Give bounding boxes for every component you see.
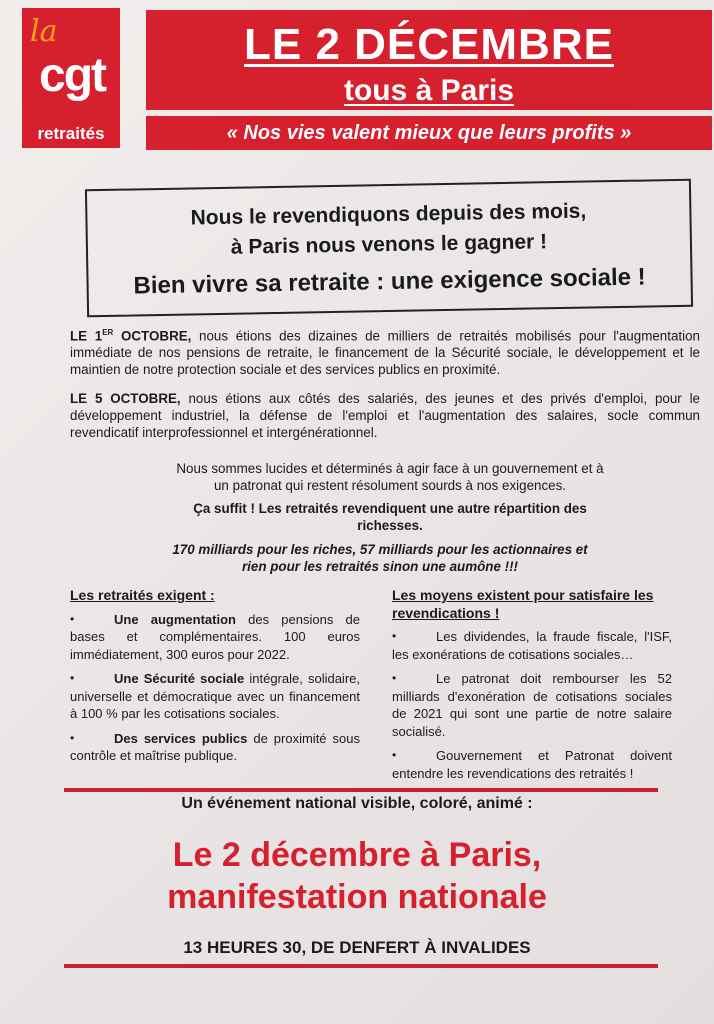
item-text: Les dividendes, la fraude fiscale, l'ISF, les exonérations de cotisations sociales… <box>392 629 672 662</box>
center-text-2: Ça suffit ! Les retraités revendiquent une autre répartition des richesses. <box>193 501 587 533</box>
para2-lead: LE 5 OCTOBRE, <box>70 391 181 406</box>
list-item <box>392 628 672 663</box>
list-item <box>70 730 360 765</box>
headline-box <box>85 179 693 318</box>
center-text-1: Nous sommes lucides et déterminés à agir face à un gouvernement et à un patronat qui restent résolument sourds à nos exigences. <box>176 461 604 493</box>
left-column-heading: Les retraités exigent : <box>70 587 215 603</box>
logo-retraites: retraités <box>37 124 105 143</box>
bullet-icon: • <box>70 611 75 626</box>
bullet-icon: • <box>70 730 75 745</box>
item-text: des pensions de bases et complémentaires. 100 euros immédiatement, 300 euros pour 2022. <box>70 611 360 662</box>
list-item <box>392 747 672 782</box>
item-text: Le patronat doit rembourser les 52 milliards d'exonération de cotisations sociales de 2021 qui sont une partie de notre salaire socialisé. <box>392 671 672 739</box>
event-line-1: Le 2 décembre à Paris, <box>172 836 542 874</box>
list-item <box>392 670 672 740</box>
item-text: de proximité sous contrôle et maîtrise publique. <box>70 730 360 763</box>
right-column-heading: Les moyens existent pour satisfaire les revendications ! <box>392 587 654 621</box>
bullet-icon: • <box>392 629 397 643</box>
right-column <box>392 587 672 789</box>
para1-lead-end: OCTOBRE, <box>113 328 192 344</box>
item-text: Gouvernement et Patronat doivent entendre les revendications des retraités ! <box>392 748 672 781</box>
item-bold: Une augmentation <box>114 611 236 627</box>
logo-cgt: cgt <box>39 49 105 102</box>
logo-la: la <box>30 14 58 49</box>
left-column <box>70 587 360 772</box>
para1-text: nous étions des dizaines de milliers de retraités mobilisés pour l'augmentation immédiate de nos pensions de retraite, le financement de la Sécurité sociale, le développement et le maintien de notre protection sociale et des services publics en proximité. <box>70 328 701 378</box>
event-intro: Un événement national visible, coloré, animé : <box>181 795 533 812</box>
header-title: LE 2 DÉCEMBRE <box>244 20 614 69</box>
divider-top <box>64 788 658 792</box>
header-subtitle: tous à Paris <box>343 74 515 107</box>
para1-lead: LE 1 <box>70 328 103 344</box>
event-time: 13 HEURES 30, DE DENFERT À INVALIDES <box>183 938 531 957</box>
para2-text: nous étions aux côtés des salariés, des jeunes et des privés d'emploi, pour le développement industriel, la défense de l'emploi et l'augmentation des salaires, socle commun revendicatif interprofessionnel et intergénérationnel. <box>70 391 700 440</box>
list-item <box>70 670 360 723</box>
box-line-2: à Paris nous venons le gagner ! <box>230 230 548 259</box>
cgt-logo <box>22 8 120 148</box>
item-bold: Des services publics <box>114 730 248 746</box>
item-text: intégrale, solidaire, universelle et démocratique avec un financement à 100 % par les cotisations sociales. <box>70 671 360 721</box>
bullet-icon: • <box>70 671 75 685</box>
center-text-3: 170 milliards pour les riches, 57 milliards pour les actionnaires et rien pour les retraités sinon une aumône !!! <box>172 542 588 574</box>
slogan-banner: « Nos vies valent mieux que leurs profits » <box>146 116 712 150</box>
list-item <box>70 611 360 664</box>
event-line-2: manifestation nationale <box>167 878 547 916</box>
paragraph-1-octobre <box>70 324 700 378</box>
box-line-1: Nous le revendiquons depuis des mois, <box>190 199 587 230</box>
bullet-icon: • <box>392 748 397 762</box>
header-banner <box>146 10 712 110</box>
paragraph-5-octobre <box>70 390 700 441</box>
divider-bottom <box>64 964 658 968</box>
bullet-icon: • <box>392 671 397 685</box>
para1-sup: ER <box>102 328 114 337</box>
box-line-3: Bien vivre sa retraite : une exigence sociale ! <box>133 263 646 300</box>
item-bold: Une Sécurité sociale <box>114 671 245 686</box>
